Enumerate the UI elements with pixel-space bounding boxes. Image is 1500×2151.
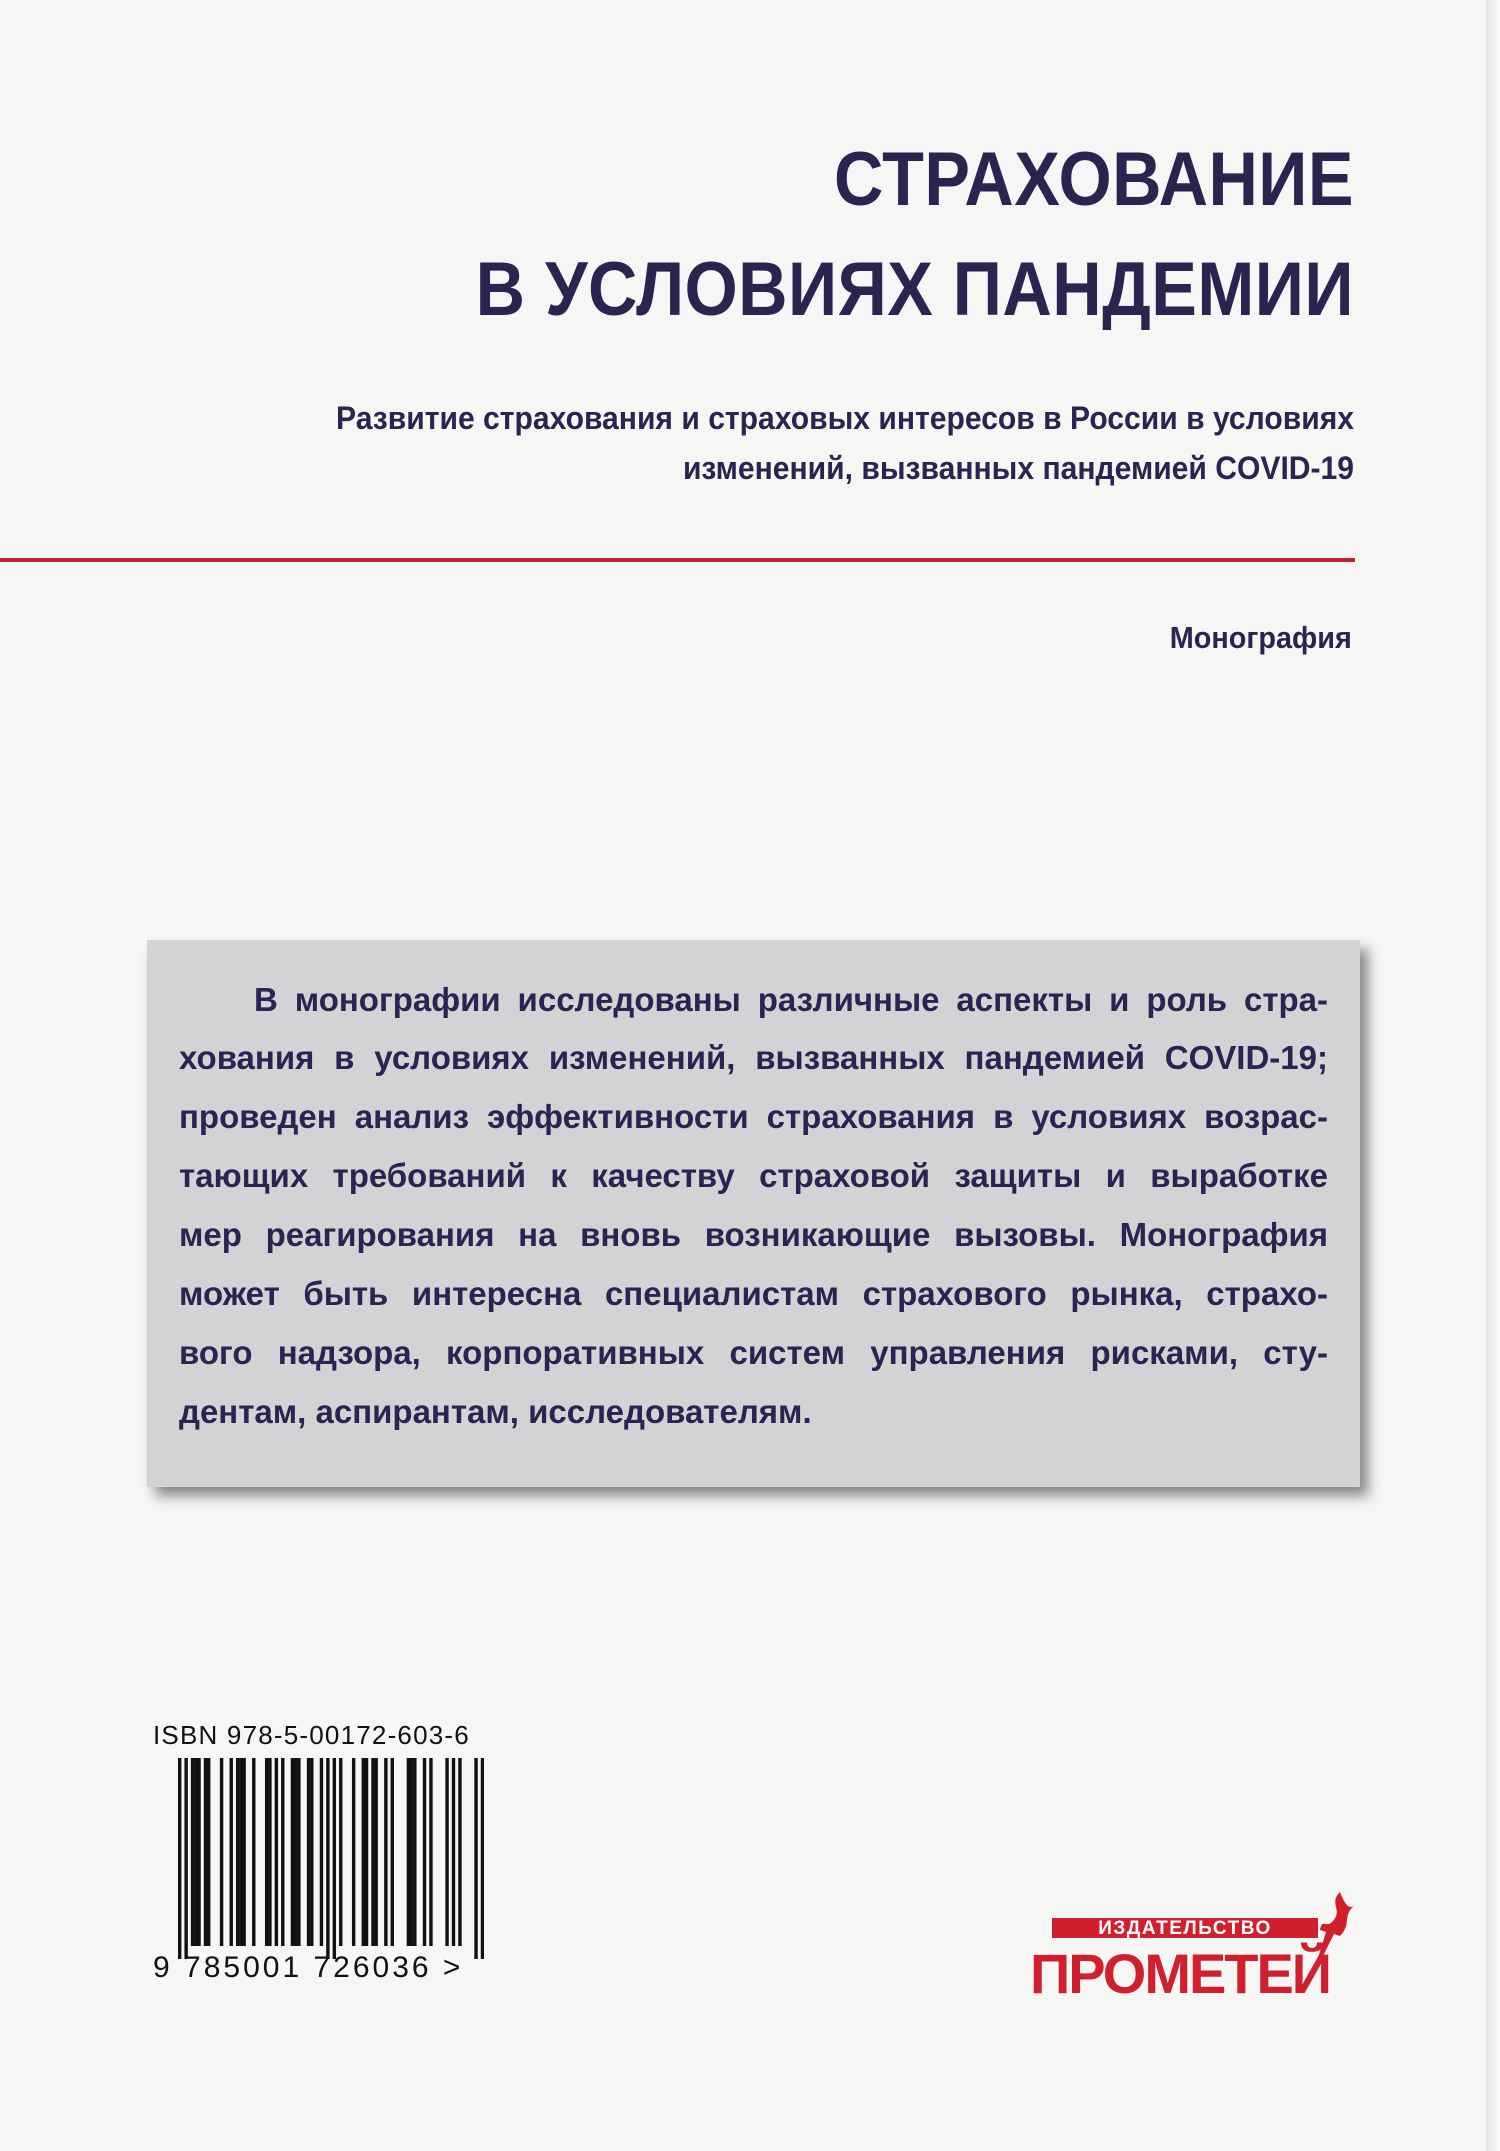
barcode-bar bbox=[242, 1758, 245, 1946]
abstract-line: проведен анализ эффективности страхования в условиях возрас- bbox=[179, 1098, 1328, 1135]
abstract-box bbox=[147, 940, 1360, 1487]
barcode-bar bbox=[252, 1758, 255, 1946]
barcode-bar bbox=[207, 1758, 210, 1946]
barcode-bar bbox=[384, 1758, 387, 1946]
barcode-bar bbox=[481, 1758, 484, 1959]
barcode-bar bbox=[297, 1758, 300, 1946]
barcode-bar bbox=[194, 1758, 197, 1946]
barcode-bar bbox=[365, 1758, 368, 1946]
barcode-bar bbox=[374, 1758, 377, 1946]
title-line-1: СТРАХОВАНИЕ bbox=[833, 137, 1354, 222]
barcode-bar bbox=[281, 1758, 284, 1946]
abstract-line: может быть интересна специалистам страхового рынка, страхо- bbox=[179, 1275, 1328, 1312]
barcode-bar bbox=[191, 1758, 194, 1946]
publisher-caption: ИЗДАТЕЛЬСТВО bbox=[1098, 1918, 1272, 1939]
cover-edge bbox=[1486, 0, 1500, 2151]
barcode-bar bbox=[275, 1758, 278, 1946]
abstract-line: В монографии исследованы различные аспекты и роль стра- bbox=[254, 981, 1328, 1018]
isbn-text: ISBN 978-5-00172-603-6 bbox=[153, 1720, 470, 1750]
barcode-bar bbox=[239, 1758, 242, 1946]
barcode-bar bbox=[184, 1758, 187, 1959]
barcode-bar bbox=[310, 1758, 313, 1946]
abstract-line: хования в условиях изменений, вызванных пандемией COVID-19; bbox=[179, 1039, 1328, 1076]
subtitle-line-2: изменений, вызванных пандемией COVID-19 bbox=[682, 450, 1354, 486]
barcode-bar bbox=[407, 1758, 410, 1946]
barcode-bar bbox=[268, 1758, 271, 1946]
genre-label: Монография bbox=[1169, 620, 1352, 655]
barcode-bar bbox=[291, 1758, 294, 1946]
book-subtitle bbox=[179, 393, 1354, 493]
barcode-bar bbox=[352, 1758, 355, 1946]
book-title bbox=[274, 125, 1354, 345]
barcode-bar bbox=[326, 1758, 329, 1959]
barcode-bar bbox=[371, 1758, 374, 1946]
barcode-bar bbox=[413, 1758, 416, 1946]
barcode-bar bbox=[307, 1758, 310, 1946]
title-line-2: В УСЛОВИЯХ ПАНДЕМИИ bbox=[475, 247, 1354, 332]
barcode-bar bbox=[230, 1758, 233, 1946]
barcode-bar bbox=[236, 1758, 239, 1946]
barcode-bar bbox=[474, 1758, 477, 1959]
barcode-bar bbox=[445, 1758, 448, 1946]
barcode-bar bbox=[452, 1758, 455, 1946]
abstract-line: мер реагирования на вновь возникающие вызовы. Монография bbox=[179, 1216, 1328, 1253]
subtitle-line-1: Развитие страхования и страховых интересов в России в условиях bbox=[336, 400, 1354, 436]
barcode-bar bbox=[339, 1758, 342, 1946]
barcode-bar bbox=[429, 1758, 432, 1946]
barcode-bar bbox=[458, 1758, 461, 1946]
barcode-bar bbox=[294, 1758, 297, 1946]
barcode-bar bbox=[423, 1758, 426, 1946]
abstract-line: вого надзора, корпоративных систем управления рисками, сту- bbox=[179, 1334, 1328, 1371]
barcode-bar bbox=[197, 1758, 200, 1946]
barcode-bar bbox=[362, 1758, 365, 1946]
barcode-bar bbox=[333, 1758, 336, 1959]
barcode-digits: 9 785001 726036 > bbox=[153, 1951, 464, 1984]
barcode-bar bbox=[204, 1758, 207, 1946]
barcode-bar bbox=[391, 1758, 394, 1946]
barcode bbox=[178, 1758, 484, 1959]
abstract-line: дентам, аспирантам, исследователям. bbox=[179, 1393, 812, 1430]
red-divider bbox=[0, 558, 1355, 562]
barcode-bar bbox=[178, 1758, 181, 1959]
barcode-bar bbox=[265, 1758, 268, 1946]
barcode-bar bbox=[410, 1758, 413, 1946]
publisher-wordmark: ПРОМЕТЕЙ bbox=[1030, 1942, 1330, 2003]
publisher-logo bbox=[1022, 1888, 1360, 2003]
barcode-bar bbox=[320, 1758, 323, 1946]
barcode-bar bbox=[220, 1758, 223, 1946]
abstract-line: тающих требований к качеству страховой защиты и выработке bbox=[179, 1157, 1328, 1194]
